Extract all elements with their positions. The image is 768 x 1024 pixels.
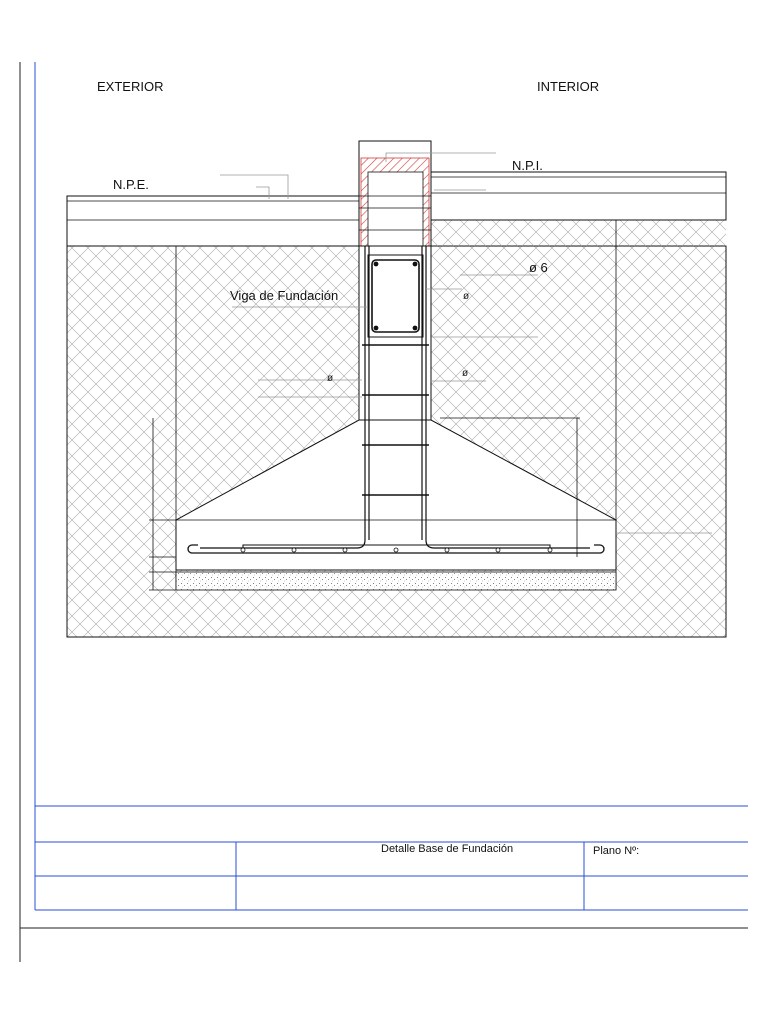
diameter-label-c: ø	[462, 368, 469, 379]
exterior-label: EXTERIOR	[97, 79, 164, 94]
npi-label: N.P.I.	[512, 158, 543, 173]
exterior-floor-slab	[67, 196, 359, 246]
foundation-beam	[368, 255, 423, 337]
drawing-title: Detalle Base de Fundación	[381, 843, 514, 855]
diameter-label-a: ø	[463, 291, 470, 302]
title-block	[35, 806, 748, 910]
blinding-layer	[176, 572, 616, 590]
interior-floor-slab	[431, 172, 726, 220]
diameter-label-b: ø	[327, 373, 334, 384]
diameter-6-label: ø 6	[529, 260, 548, 275]
foundation-beam-label: Viga de Fundación	[230, 288, 339, 303]
plano-number-label: Plano Nº:	[593, 845, 640, 857]
interior-label: INTERIOR	[537, 79, 600, 94]
npe-label: N.P.E.	[113, 177, 149, 192]
